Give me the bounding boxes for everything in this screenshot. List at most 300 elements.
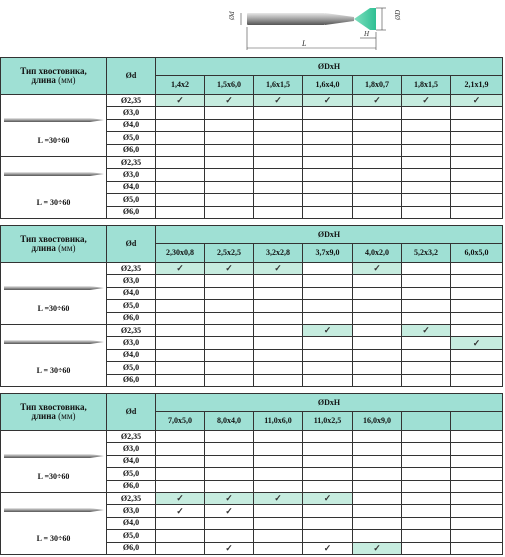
label-D: ØD [394, 9, 402, 20]
size-header: 8,0x4,0 [205, 412, 254, 431]
availability-cell [353, 431, 402, 443]
availability-cell: ✓ [402, 324, 451, 336]
availability-cell [402, 443, 451, 455]
shank-length-label: L =30÷60 [37, 304, 70, 313]
availability-cell [353, 312, 402, 324]
tool-diagram [0, 0, 505, 56]
shank-length-label: L = 30÷60 [36, 197, 71, 207]
availability-cell [303, 119, 353, 131]
availability-cell [303, 480, 353, 492]
availability-cell [254, 300, 303, 312]
availability-cell [402, 206, 451, 218]
availability-cell [254, 275, 303, 287]
availability-cell [303, 206, 353, 218]
availability-cell: ✓ [254, 95, 303, 107]
availability-cell [303, 156, 353, 168]
diameter-cell: Ø3,0 [107, 443, 156, 455]
availability-cell [156, 119, 205, 131]
table-row [1, 156, 503, 168]
availability-cell [254, 287, 303, 299]
availability-cell [353, 349, 402, 361]
size-header: 1,5x6,0 [205, 76, 254, 95]
availability-cell [205, 455, 254, 467]
availability-cell [156, 480, 205, 492]
availability-cell [156, 530, 205, 542]
availability-cell [402, 468, 451, 480]
availability-cell [205, 287, 254, 299]
availability-cell [254, 181, 303, 193]
diameter-cell: Ø2,35 [107, 431, 156, 443]
availability-cell [402, 144, 451, 156]
availability-cell [254, 324, 303, 336]
availability-cell [353, 468, 402, 480]
shank-length-label: L =30÷60 [37, 136, 70, 145]
availability-cell [254, 119, 303, 131]
availability-cell [254, 312, 303, 324]
availability-cell [205, 169, 254, 181]
availability-cell: ✓ [353, 95, 402, 107]
shank-length-label: L =30÷60 [37, 472, 70, 481]
size-header: 16,0x9,0 [353, 412, 402, 431]
availability-cell [303, 337, 353, 349]
availability-cell [303, 374, 353, 386]
shank-group-2 [1, 492, 107, 554]
availability-cell [303, 349, 353, 361]
availability-cell [402, 542, 451, 554]
availability-cell [451, 349, 503, 361]
label-L: L [302, 39, 307, 48]
availability-cell [156, 324, 205, 336]
availability-cell [303, 455, 353, 467]
diameter-cell: Ø6,0 [107, 374, 156, 386]
tool-shaft [247, 13, 354, 25]
header-shank-type: Тип хвостовика, длина (мм) [1, 226, 107, 263]
availability-cell [254, 337, 303, 349]
availability-cell [303, 362, 353, 374]
diameter-cell: Ø5,0 [107, 194, 156, 206]
shank-group-2 [1, 156, 107, 218]
availability-cell [353, 156, 402, 168]
diameter-cell: Ø6,0 [107, 206, 156, 218]
availability-cell [254, 431, 303, 443]
size-header: 1,6x1,5 [254, 76, 303, 95]
header-d: Ød [107, 226, 156, 263]
shank-icon [4, 453, 104, 459]
availability-cell [353, 181, 402, 193]
shank-icon [4, 171, 104, 177]
availability-cell [402, 505, 451, 517]
availability-cell: ✓ [303, 492, 353, 504]
availability-cell [156, 374, 205, 386]
availability-cell [353, 480, 402, 492]
availability-cell [205, 194, 254, 206]
availability-cell [156, 468, 205, 480]
diameter-cell: Ø2,35 [107, 156, 156, 168]
availability-cell [303, 275, 353, 287]
diameter-cell: Ø4,0 [107, 349, 156, 361]
header-d: Ød [107, 394, 156, 431]
availability-cell [156, 362, 205, 374]
size-header: 2,1x1,9 [451, 76, 503, 95]
availability-cell [156, 337, 205, 349]
availability-cell [156, 517, 205, 529]
availability-cell [451, 517, 503, 529]
availability-cell [303, 132, 353, 144]
availability-cell [353, 530, 402, 542]
availability-cell [205, 206, 254, 218]
availability-cell [303, 505, 353, 517]
availability-cell [451, 156, 503, 168]
availability-cell [353, 324, 402, 336]
availability-cell: ✓ [205, 95, 254, 107]
availability-cell [156, 287, 205, 299]
availability-cell [254, 144, 303, 156]
availability-cell [205, 480, 254, 492]
availability-cell: ✓ [205, 542, 254, 554]
availability-cell [353, 374, 402, 386]
availability-cell [451, 312, 503, 324]
diameter-cell: Ø4,0 [107, 181, 156, 193]
diameter-cell: Ø6,0 [107, 480, 156, 492]
availability-cell [353, 337, 402, 349]
availability-cell: ✓ [451, 95, 503, 107]
availability-cell [205, 107, 254, 119]
availability-cell [451, 194, 503, 206]
availability-cell [303, 517, 353, 529]
availability-cell: ✓ [254, 492, 303, 504]
availability-cell [451, 206, 503, 218]
size-header: 1,8x1,5 [402, 76, 451, 95]
shank-group-2 [1, 324, 107, 386]
diameter-cell: Ø2,35 [107, 95, 156, 107]
availability-cell [402, 431, 451, 443]
availability-cell [353, 300, 402, 312]
availability-cell [254, 517, 303, 529]
availability-cell [303, 468, 353, 480]
label-H: H [364, 30, 370, 38]
shank-group-1 [1, 263, 107, 325]
diameter-cell: Ø6,0 [107, 312, 156, 324]
shank-icon [4, 339, 104, 345]
availability-cell [205, 132, 254, 144]
size-header: 7,0x5,0 [156, 412, 205, 431]
diameter-cell: Ø5,0 [107, 362, 156, 374]
availability-cell [353, 107, 402, 119]
availability-cell: ✓ [156, 505, 205, 517]
availability-cell [205, 443, 254, 455]
availability-cell [303, 443, 353, 455]
availability-cell [451, 119, 503, 131]
availability-cell [353, 275, 402, 287]
availability-cell [205, 119, 254, 131]
availability-cell [353, 287, 402, 299]
availability-cell [451, 468, 503, 480]
availability-cell [303, 144, 353, 156]
availability-cell [451, 324, 503, 336]
header-d: Ød [107, 58, 156, 95]
availability-cell [451, 431, 503, 443]
availability-cell: ✓ [254, 263, 303, 275]
availability-cell [451, 287, 503, 299]
availability-cell [402, 300, 451, 312]
availability-cell [254, 169, 303, 181]
size-header: 1,8x0,7 [353, 76, 402, 95]
availability-cell [402, 263, 451, 275]
availability-cell [353, 455, 402, 467]
availability-cell [205, 349, 254, 361]
availability-cell [254, 132, 303, 144]
availability-cell [254, 505, 303, 517]
availability-cell [451, 263, 503, 275]
availability-cell [451, 443, 503, 455]
availability-cell [451, 300, 503, 312]
diameter-cell: Ø4,0 [107, 455, 156, 467]
availability-cell [451, 181, 503, 193]
availability-cell [254, 455, 303, 467]
availability-cell [254, 362, 303, 374]
availability-cell [156, 431, 205, 443]
size-header: 3,2x2,8 [254, 244, 303, 263]
availability-cell [254, 107, 303, 119]
availability-cell [451, 362, 503, 374]
size-header: 2,5x2,5 [205, 244, 254, 263]
shank-icon [4, 507, 104, 513]
availability-cell [254, 374, 303, 386]
availability-cell [254, 349, 303, 361]
availability-cell [254, 194, 303, 206]
availability-cell [205, 181, 254, 193]
availability-cell: ✓ [205, 492, 254, 504]
availability-cell [156, 132, 205, 144]
availability-cell [205, 275, 254, 287]
spec-table-2 [0, 225, 503, 387]
shank-length-label: L = 30÷60 [36, 365, 71, 375]
availability-cell [205, 468, 254, 480]
availability-cell [402, 349, 451, 361]
availability-cell [254, 443, 303, 455]
diameter-cell: Ø5,0 [107, 468, 156, 480]
availability-cell [353, 132, 402, 144]
table-row [1, 263, 503, 275]
size-header: 6,0x5,0 [451, 244, 503, 263]
availability-cell [205, 517, 254, 529]
size-header [451, 412, 503, 431]
size-header: 11,0x6,0 [254, 412, 303, 431]
availability-cell [402, 492, 451, 504]
availability-cell [156, 312, 205, 324]
availability-cell: ✓ [353, 542, 402, 554]
availability-cell [402, 337, 451, 349]
availability-cell [353, 362, 402, 374]
availability-cell [254, 480, 303, 492]
table-row [1, 324, 503, 336]
diameter-cell: Ø2,35 [107, 492, 156, 504]
diameter-cell: Ø5,0 [107, 300, 156, 312]
availability-cell [205, 431, 254, 443]
table-row [1, 95, 503, 107]
availability-cell [402, 455, 451, 467]
spec-table-1 [0, 57, 503, 219]
availability-cell [353, 505, 402, 517]
availability-cell [451, 492, 503, 504]
availability-cell [156, 156, 205, 168]
availability-cell [303, 194, 353, 206]
diameter-cell: Ø3,0 [107, 275, 156, 287]
shank-icon [4, 285, 104, 291]
availability-cell [156, 107, 205, 119]
diameter-cell: Ø6,0 [107, 144, 156, 156]
shank-length-label: L = 30÷60 [36, 533, 71, 543]
availability-cell: ✓ [303, 324, 353, 336]
availability-cell [156, 542, 205, 554]
availability-cell [303, 287, 353, 299]
label-d: Ød [228, 11, 236, 20]
availability-cell [156, 206, 205, 218]
table-row [1, 431, 503, 443]
diameter-cell: Ø4,0 [107, 287, 156, 299]
diameter-cell: Ø4,0 [107, 119, 156, 131]
availability-cell [353, 517, 402, 529]
availability-cell: ✓ [205, 263, 254, 275]
availability-cell [353, 169, 402, 181]
availability-cell [402, 312, 451, 324]
availability-cell [402, 194, 451, 206]
availability-cell [402, 480, 451, 492]
availability-cell [205, 300, 254, 312]
tool-head [354, 8, 376, 30]
availability-cell [353, 119, 402, 131]
size-header: 1,4x2 [156, 76, 205, 95]
size-header: 5,2x3,2 [402, 244, 451, 263]
availability-cell [402, 119, 451, 131]
spec-table-3 [0, 393, 503, 555]
availability-cell [353, 194, 402, 206]
header-dxh: ØDxH [156, 58, 503, 76]
availability-cell [254, 530, 303, 542]
availability-cell [451, 132, 503, 144]
diameter-cell: Ø3,0 [107, 107, 156, 119]
availability-cell: ✓ [156, 492, 205, 504]
availability-cell [402, 374, 451, 386]
availability-cell [451, 144, 503, 156]
availability-cell [402, 530, 451, 542]
availability-cell [205, 156, 254, 168]
availability-cell [402, 132, 451, 144]
shank-group-1 [1, 431, 107, 493]
availability-cell [303, 300, 353, 312]
availability-cell [254, 156, 303, 168]
availability-cell [156, 144, 205, 156]
availability-cell [451, 530, 503, 542]
availability-cell: ✓ [156, 95, 205, 107]
availability-cell [205, 144, 254, 156]
availability-cell: ✓ [353, 263, 402, 275]
availability-cell [205, 324, 254, 336]
diameter-cell: Ø3,0 [107, 337, 156, 349]
header-shank-type: Тип хвостовика, длина (мм) [1, 394, 107, 431]
availability-cell [254, 206, 303, 218]
availability-cell [156, 455, 205, 467]
availability-cell [205, 530, 254, 542]
availability-cell [451, 455, 503, 467]
availability-cell [303, 181, 353, 193]
availability-cell: ✓ [303, 542, 353, 554]
availability-cell: ✓ [205, 505, 254, 517]
availability-cell [451, 169, 503, 181]
availability-cell [402, 156, 451, 168]
diameter-cell: Ø5,0 [107, 530, 156, 542]
shank-icon [4, 117, 104, 123]
size-header [402, 412, 451, 431]
diameter-cell: Ø4,0 [107, 517, 156, 529]
availability-cell [254, 468, 303, 480]
availability-cell [303, 431, 353, 443]
availability-cell [402, 287, 451, 299]
size-header: 3,7x9,0 [303, 244, 353, 263]
availability-cell [451, 275, 503, 287]
availability-cell [402, 181, 451, 193]
availability-cell [451, 505, 503, 517]
availability-cell [353, 206, 402, 218]
shank-group-1 [1, 95, 107, 157]
availability-cell [205, 312, 254, 324]
header-dxh: ØDxH [156, 394, 503, 412]
availability-cell: ✓ [402, 95, 451, 107]
availability-cell [303, 530, 353, 542]
availability-cell [451, 480, 503, 492]
availability-cell [303, 263, 353, 275]
availability-cell [156, 194, 205, 206]
diameter-cell: Ø5,0 [107, 132, 156, 144]
availability-cell [402, 362, 451, 374]
diameter-cell: Ø3,0 [107, 169, 156, 181]
availability-cell [402, 275, 451, 287]
size-header: 4,0x2,0 [353, 244, 402, 263]
availability-cell [205, 362, 254, 374]
size-header: 2,30x0,8 [156, 244, 205, 263]
availability-cell [156, 300, 205, 312]
header-dxh: ØDxH [156, 226, 503, 244]
diameter-cell: Ø2,35 [107, 324, 156, 336]
availability-cell [451, 374, 503, 386]
availability-cell [353, 144, 402, 156]
availability-cell [451, 542, 503, 554]
availability-cell [402, 169, 451, 181]
diameter-cell: Ø6,0 [107, 542, 156, 554]
availability-cell [156, 169, 205, 181]
availability-cell [156, 181, 205, 193]
availability-cell [205, 337, 254, 349]
availability-cell [353, 443, 402, 455]
availability-cell [156, 443, 205, 455]
diameter-cell: Ø2,35 [107, 263, 156, 275]
availability-cell [451, 107, 503, 119]
availability-cell: ✓ [156, 263, 205, 275]
availability-cell [303, 169, 353, 181]
header-shank-type: Тип хвостовика, длина (мм) [1, 58, 107, 95]
availability-cell [156, 275, 205, 287]
availability-cell [303, 312, 353, 324]
availability-cell [303, 107, 353, 119]
availability-cell [156, 349, 205, 361]
size-header: 1,6x4,0 [303, 76, 353, 95]
availability-cell [254, 542, 303, 554]
table-row [1, 492, 503, 504]
availability-cell [205, 374, 254, 386]
availability-cell [353, 492, 402, 504]
diameter-cell: Ø3,0 [107, 505, 156, 517]
availability-cell: ✓ [451, 337, 503, 349]
